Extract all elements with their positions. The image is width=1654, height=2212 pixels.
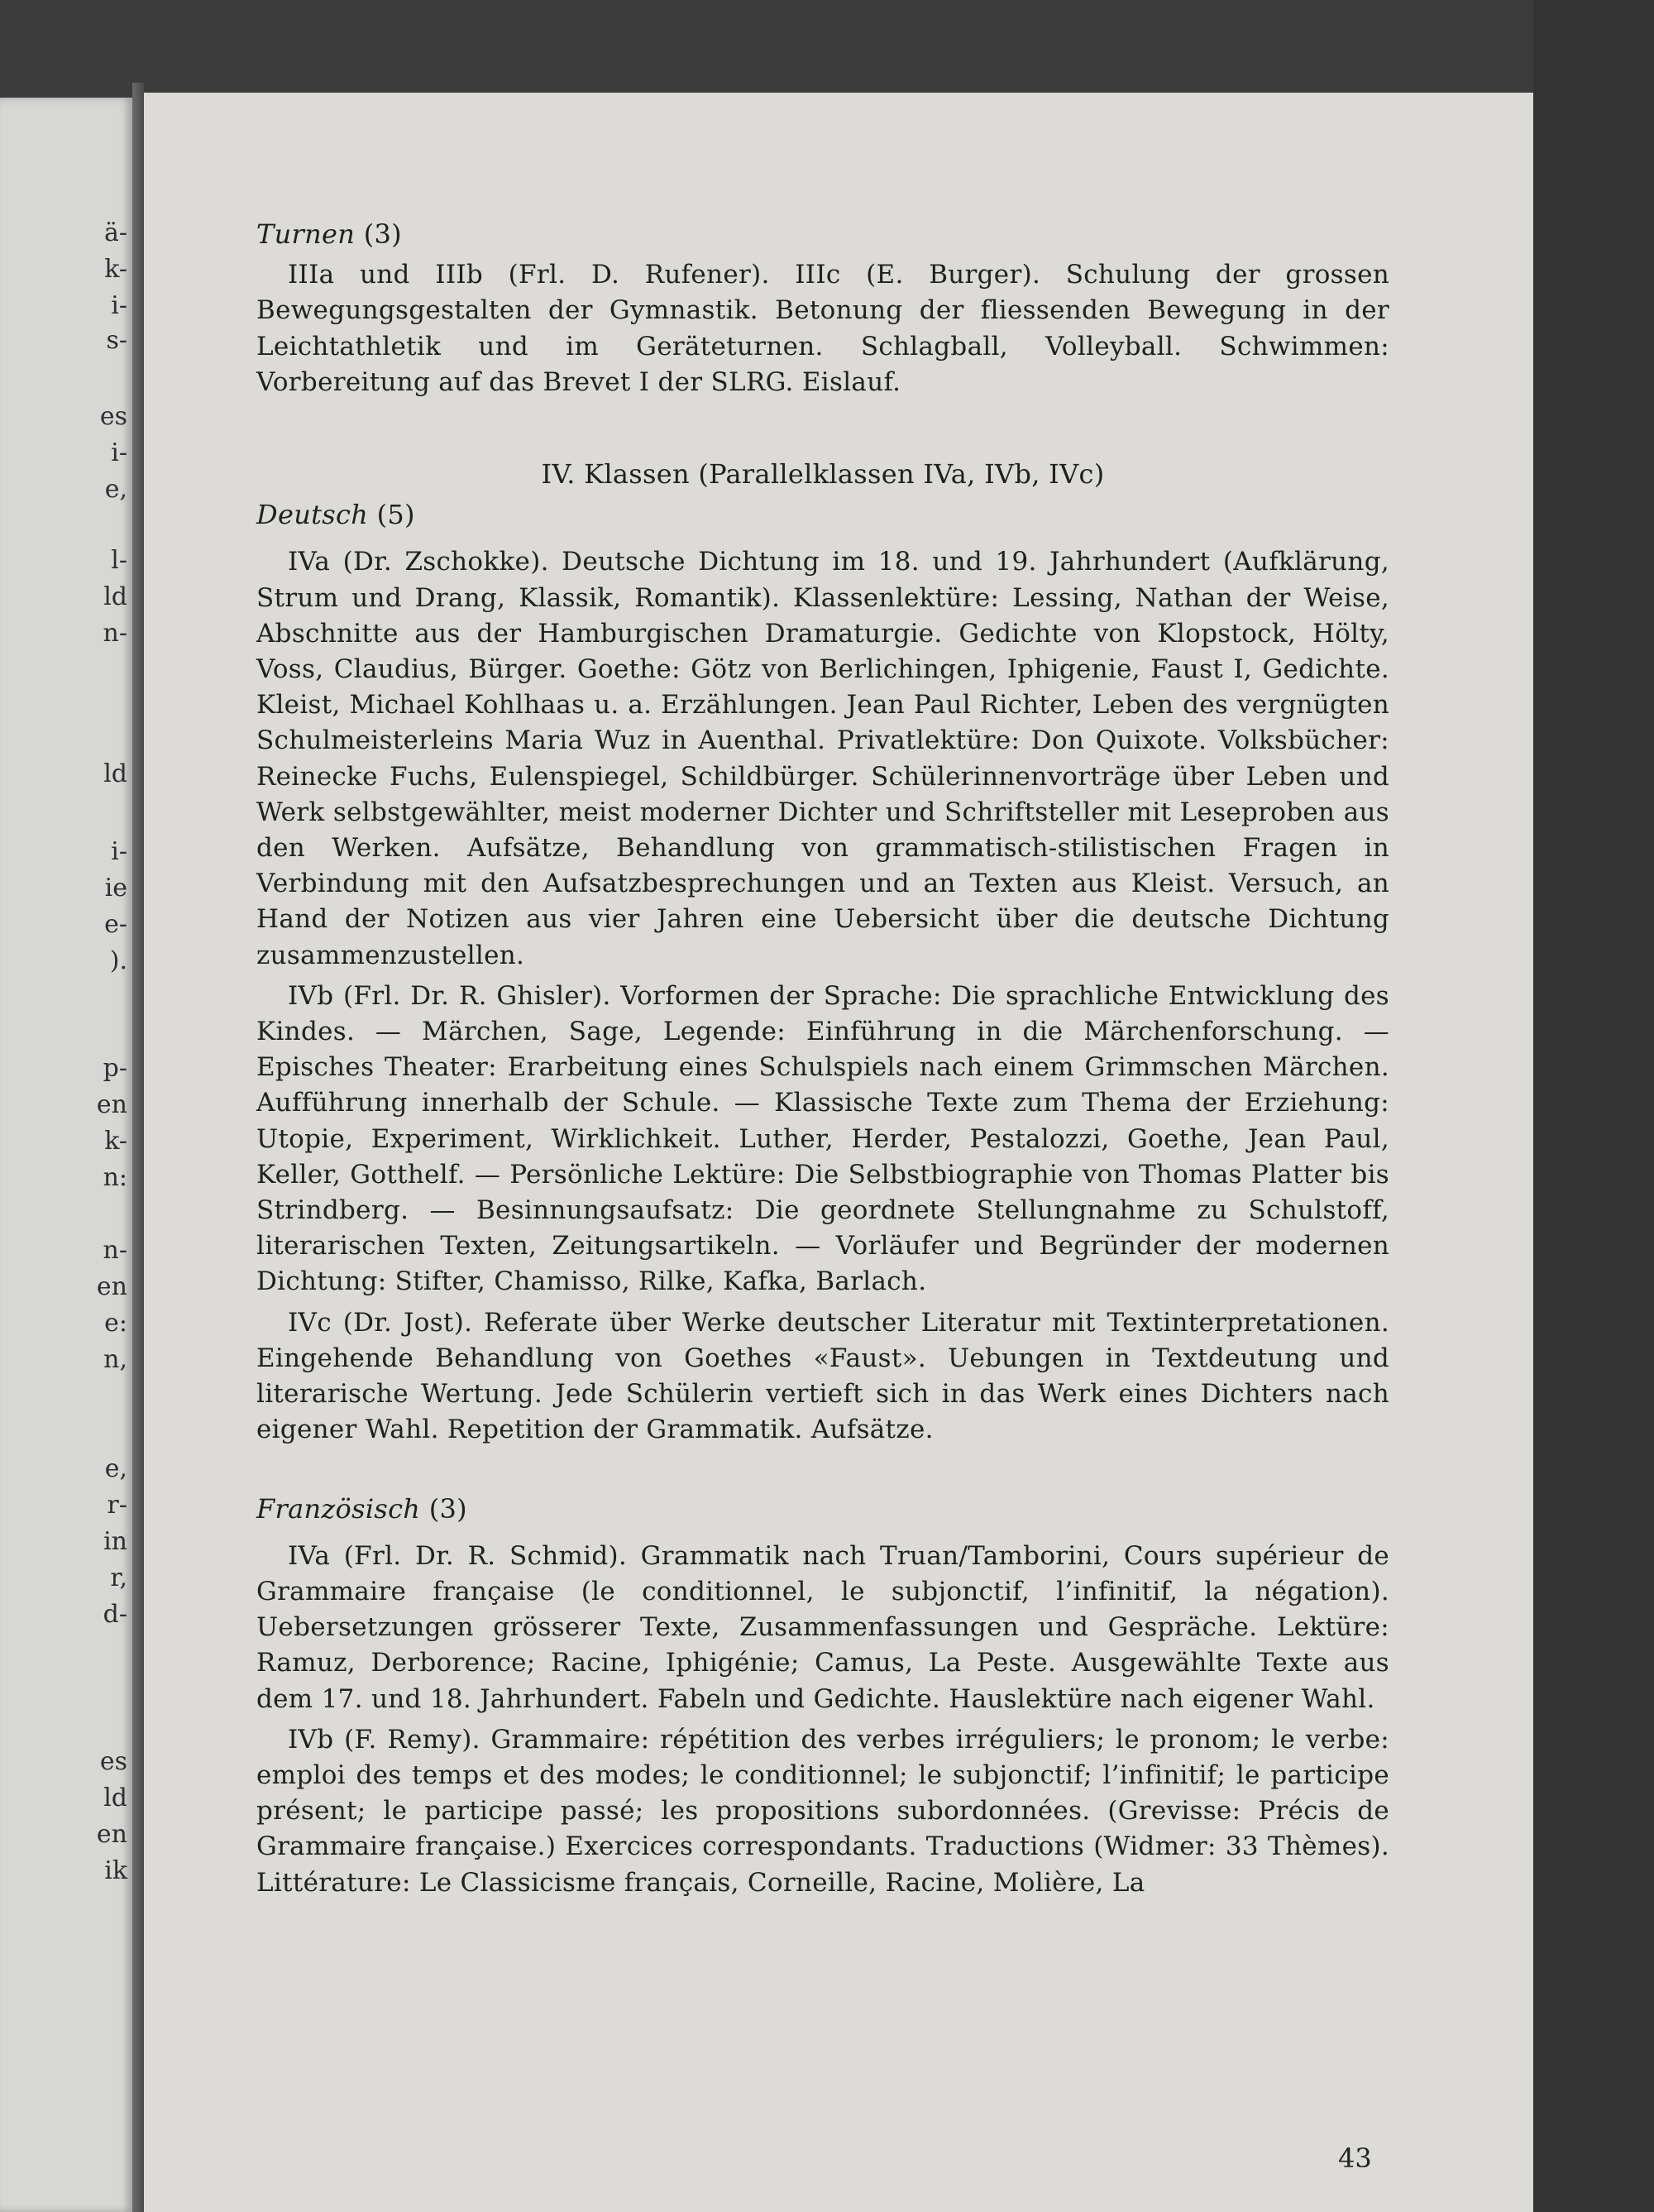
section-heading-deutsch [256, 497, 1389, 533]
left-page-fragment: en [96, 1272, 127, 1301]
left-page-fragment: es [99, 402, 127, 431]
left-page-fragment: n, [103, 1345, 127, 1374]
left-page-strip [0, 98, 132, 2212]
section-title: Deutsch [256, 499, 369, 531]
left-page-fragment: n: [103, 1163, 127, 1192]
section-hours: (3) [363, 218, 402, 250]
paragraph-deutsch-ivb: IVb (Frl. Dr. R. Ghisler). Vorformen der Sprache: Die sprachliche Entwicklung des Kindes. — Märchen, Sage, Legende: Einführung in die Märchenforschung. — Episches Theater: Erarbeitung eines Schulspiels nach einem Grimmschen Märchen. Aufführung innerhalb der Schule. — Klassische Texte zum Thema der Erziehung: Utopie, Experiment, Wirklichkeit. Luther, Herder, Pestalozzi, Goethe, Jean Paul, Keller, Gotthelf. — Persönliche Lektüre: Die Selbstbiographie von Thomas Platter bis Strindberg. — Besinnungsaufsatz: Die geordnete Stellungnahme zu Schulstoff, literarischen Texten, Zeitungsartikeln. — Vorläufer und Begründer der modernen Dichtung: Stifter, Chamisso, Rilke, Kafka, Barlach. [256, 980, 1389, 1297]
paragraph-franzoesisch-ivb: IVb (F. Remy). Grammaire: répétition des verbes irréguliers; le pronom; le verbe: emploi des temps et des modes; le conditionnel; le subjonctif; l’infinitif; le participe présent; le participe passé; les propositions subordonnées. (Grevisse: Précis de Grammaire française.) Exercices correspondants. Traductions (Widmer: 33 Thèmes). Littérature: Le Classicisme français, Corneille, Racine, Molière, La [256, 1724, 1389, 1898]
book-page [144, 93, 1533, 2212]
left-page-fragment: ie [104, 874, 127, 903]
left-page-fragment: ld [103, 582, 127, 611]
section-heading-turnen [256, 217, 1389, 252]
left-page-fragment: p- [103, 1054, 127, 1083]
paragraph-deutsch-ivc: IVc (Dr. Jost). Referate über Werke deutscher Literatur mit Textinterpretationen. Eingehende Behandlung von Goethes «Faust». Uebungen in Textdeutung und literarische Wertung. Jede Schülerin vertieft sich in das Werk eines Dichters nach eigener Wahl. Repetition der Grammatik. Aufsätze. [256, 1307, 1389, 1445]
section-hours: (3) [428, 1492, 467, 1525]
section-heading-franzoesisch [256, 1491, 1389, 1527]
left-page-fragment: l- [111, 546, 127, 575]
left-page-fragment: r- [107, 1491, 127, 1520]
left-page-fragment: e, [104, 475, 127, 504]
section-title: Turnen [256, 218, 356, 250]
section-hours: (5) [376, 499, 415, 531]
left-page-fragment: ä- [103, 218, 127, 247]
left-page-fragment: s- [106, 326, 127, 355]
left-page-fragment: en [96, 1090, 127, 1119]
left-page-fragment: ld [103, 1783, 127, 1812]
left-page-fragment: n- [103, 619, 127, 648]
left-page-fragment: i- [111, 291, 127, 320]
left-page-fragment: r, [110, 1563, 127, 1592]
classes-title: IV. Klassen (Parallelklassen IVa, IVb, IVc) [541, 458, 1105, 491]
book-spine [132, 83, 144, 2212]
paragraph-franzoesisch-iva: IVa (Frl. Dr. R. Schmid). Grammatik nach Truan/Tamborini, Cours supérieur de Grammaire française (le conditionnel, le subjonctif, l’infinitif, la négation). Uebersetzungen grösserer Texte, Zusammenfassungen und Gespräche. Lektüre: Ramuz, Derborence; Racine, Iphigénie; Camus, La Peste. Ausgewählte Texte aus dem 17. und 18. Jahrhundert. Fabeln und Gedichte. Hauslektüre nach eigener Wahl. [256, 1540, 1389, 1714]
left-page-fragment: n- [103, 1236, 127, 1265]
scan-background [1533, 0, 1654, 2212]
left-page-fragment: ik [104, 1856, 127, 1885]
left-page-fragment: e, [104, 1454, 127, 1483]
left-page-fragment: i- [111, 837, 127, 866]
left-page-fragment: e- [104, 910, 127, 939]
page-number: 43 [1338, 2143, 1372, 2174]
left-page-fragment: en [96, 1820, 127, 1849]
left-page-fragment: ). [109, 946, 127, 975]
left-page-fragment: es [99, 1747, 127, 1776]
left-page-fragment: e: [104, 1309, 127, 1338]
section-title: Französisch [256, 1492, 421, 1525]
left-page-fragment: d- [103, 1600, 127, 1629]
paragraph-deutsch-iva: IVa (Dr. Zschokke). Deutsche Dichtung im 18. und 19. Jahrhundert (Aufklärung, Strum und Drang, Klassik, Romantik). Klassenlektüre: Lessing, Nathan der Weise, Abschnitte aus der Hamburgischen Dramaturgie. Gedichte von Klopstock, Hölty, Voss, Claudius, Bürger. Goethe: Götz von Berlichingen, Iphigenie, Faust I, Gedichte. Kleist, Michael Kohlhaas u. a. Erzählungen. Jean Paul Richter, Leben des vergnügten Schulmeisterleins Maria Wuz in Auenthal. Privatlektüre: Don Quixote. Volksbücher: Reinecke Fuchs, Eulenspiegel, Schildbürger. Schülerinnenvorträge über Leben und Werk selbstgewählter, meist moderner Dichter und Schriftsteller mit Leseproben aus den Werken. Aufsätze, Behandlung von grammatisch-stilistischen Fragen in Verbindung mit den Aufsatzbesprechungen und an Texten aus Kleist. Versuch, an Hand der Notizen aus vier Jahren eine Uebersicht über die deutsche Dichtung zusammenzustellen. [256, 547, 1389, 970]
paragraph-turnen: IIIa und IIIb (Frl. D. Rufener). IIIc (E. Burger). Schulung der grossen Bewegungsgestalten der Gymnastik. Betonung der fliessenden Bewegung in der Leichtathletik und im Geräteturnen. Schlagball, Volleyball. Schwimmen: Vorbereitung auf das Brevet I der SLRG. Eislauf. [256, 260, 1389, 397]
left-page-fragment: k- [104, 255, 127, 284]
left-page-fragment: in [103, 1527, 127, 1556]
page-text [256, 217, 1389, 1901]
left-page-fragment: ld [103, 759, 127, 788]
left-page-fragment: k- [104, 1127, 127, 1156]
left-page-fragment: i- [111, 438, 127, 467]
